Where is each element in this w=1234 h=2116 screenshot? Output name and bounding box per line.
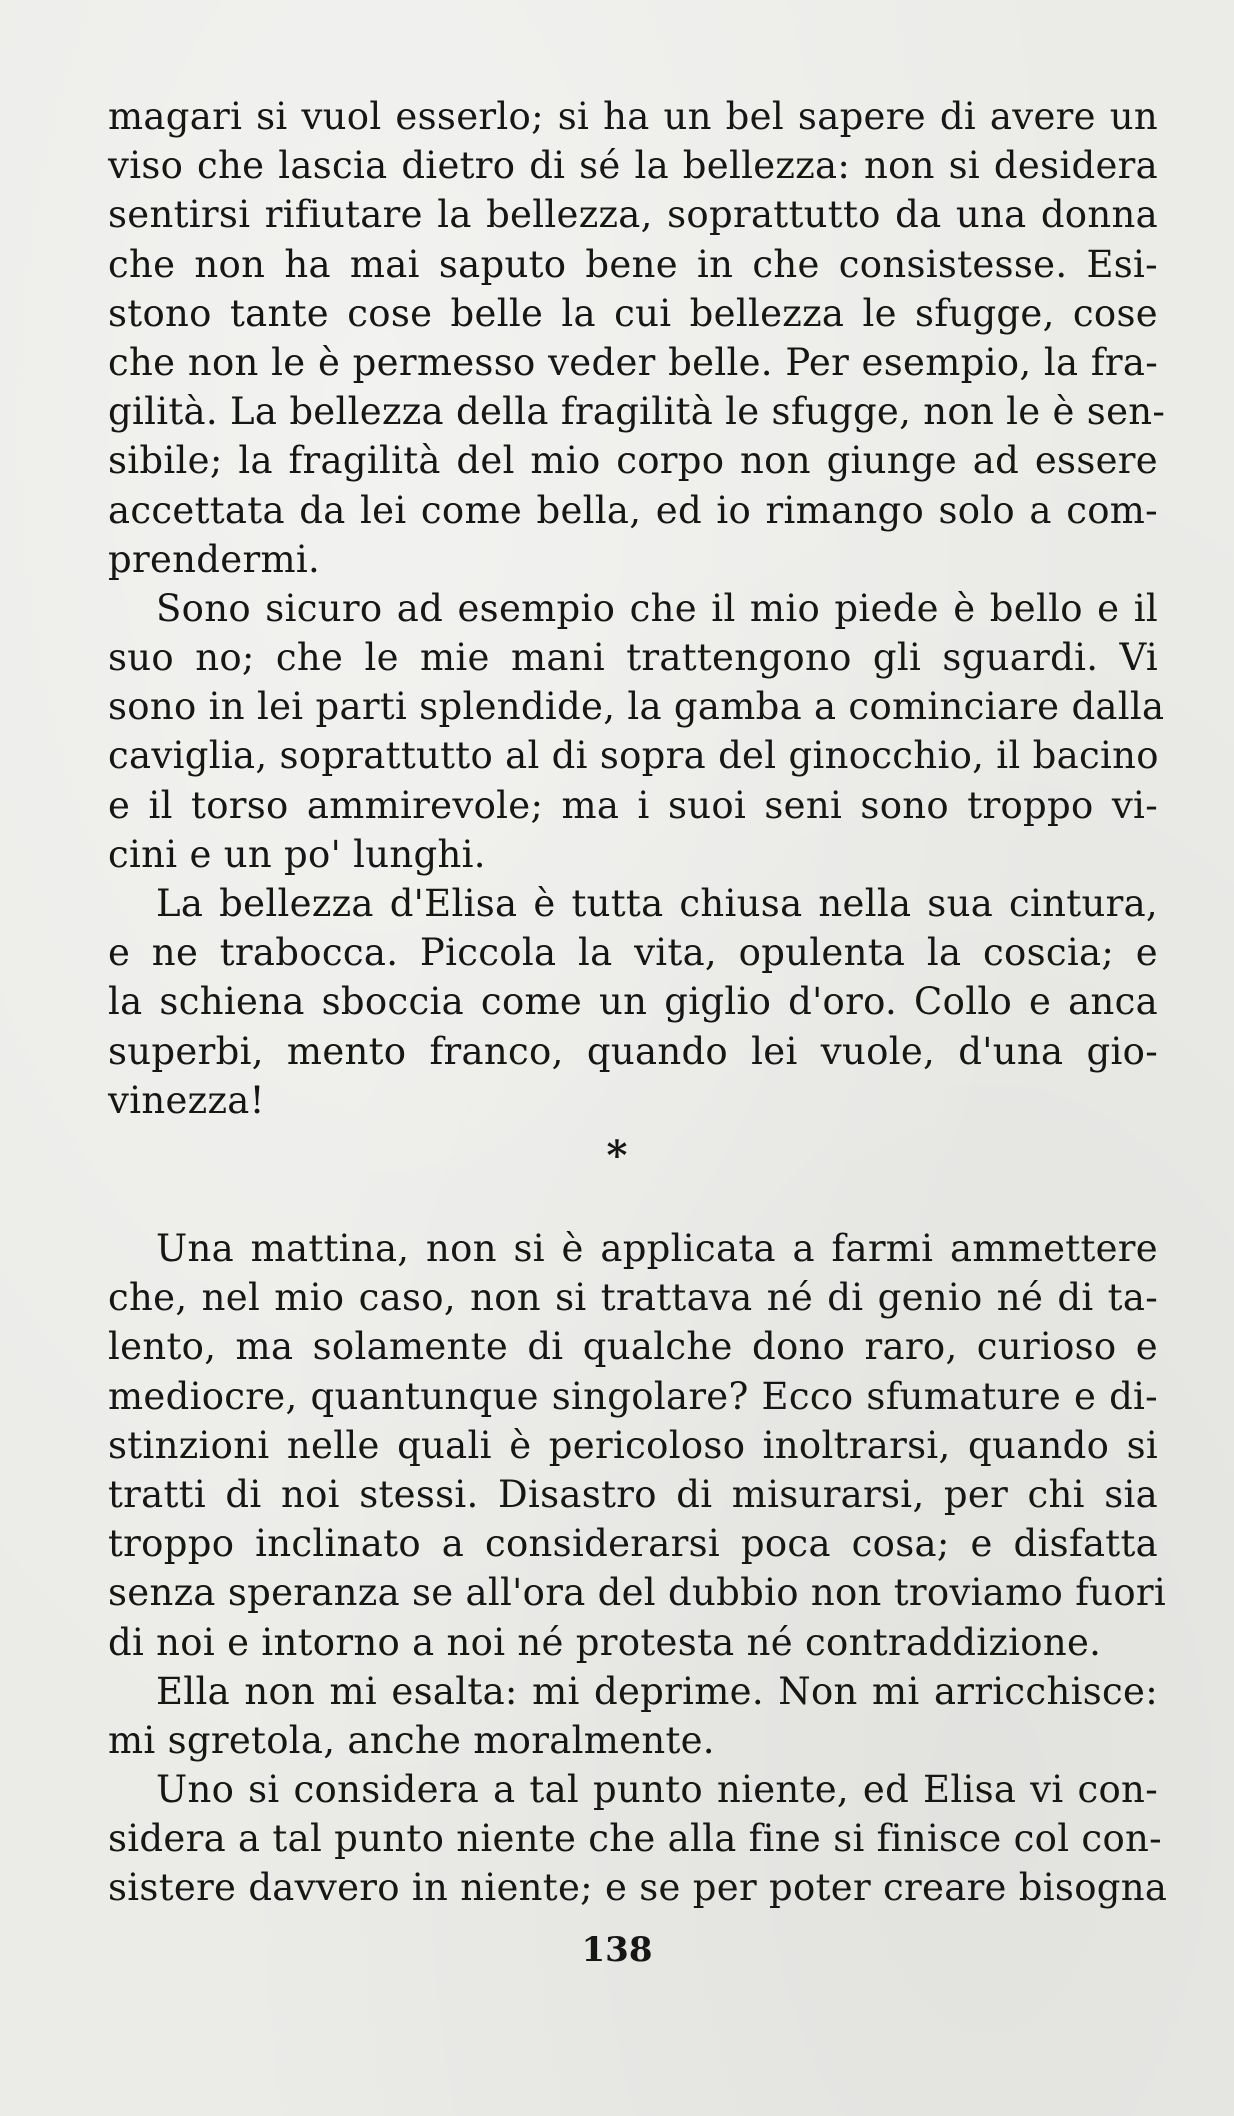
text-line: stinzioni nelle quali è pericoloso inoltrarsi, quando si: [108, 1423, 1158, 1467]
paragraph: [108, 584, 1165, 879]
text-section-before-break: [108, 92, 1166, 1125]
paragraph: [108, 1765, 1168, 1913]
page-number: 138: [581, 1930, 653, 1970]
paragraph: [108, 1667, 1158, 1765]
text-line: sono in lei parti splendide, la gamba a cominciare dalla: [108, 685, 1165, 729]
text-line: suo no; che le mie mani trattengono gli sguardi. Vi: [108, 636, 1158, 680]
text-line: cini e un po' lunghi.: [108, 832, 486, 876]
section-break-asterisk: *: [606, 1132, 628, 1179]
text-line: sibile; la fragilità del mio corpo non giunge ad essere: [108, 439, 1158, 483]
text-line: Sono sicuro ad esempio che il mio piede è bello e il: [156, 586, 1158, 630]
text-line: tratti di noi stessi. Disastro di misurarsi, per chi sia: [108, 1472, 1158, 1516]
text-line: Ella non mi esalta: mi deprime. Non mi arricchisce:: [156, 1669, 1158, 1713]
text-line: sidera a tal punto niente che alla fine si finisce col con-: [108, 1817, 1162, 1861]
text-line: caviglia, soprattutto al di sopra del ginocchio, il bacino: [108, 734, 1159, 778]
text-line: sentirsi rifiutare la bellezza, soprattutto da una donna: [108, 193, 1158, 237]
text-line: accettata da lei come bella, ed io rimango solo a com-: [108, 488, 1158, 532]
text-line: di noi e intorno a noi né protesta né contraddizione.: [108, 1620, 1102, 1664]
text-line: magari si vuol esserlo; si ha un bel sapere di avere un: [108, 95, 1158, 138]
paragraph: [108, 92, 1166, 584]
text-line: e il torso ammirevole; ma i suoi seni sono troppo vi-: [108, 783, 1158, 827]
text-line: che, nel mio caso, non si trattava né di genio né di ta-: [108, 1276, 1158, 1320]
text-line: che non ha mai saputo bene in che consistesse. Esi-: [108, 242, 1158, 286]
text-line: La bellezza d'Elisa è tutta chiusa nella sua cintura,: [156, 882, 1158, 925]
text-line: lento, ma solamente di qualche dono raro, curioso e: [108, 1325, 1158, 1369]
text-line: la schiena sboccia come un giglio d'oro. Collo e anca: [108, 980, 1158, 1024]
text-line: che non le è permesso veder belle. Per esempio, la fra-: [108, 340, 1158, 384]
paragraph: [108, 1224, 1167, 1667]
text-line: Una mattina, non si è applicata a farmi ammettere: [156, 1227, 1158, 1270]
text-line: mediocre, quantunque singolare? Ecco sfumature e di-: [108, 1374, 1158, 1418]
text-line: viso che lascia dietro di sé la bellezza: non si desidera: [108, 144, 1158, 188]
text-line: sistere davvero in niente; e se per poter creare bisogna: [108, 1866, 1168, 1910]
text-section-after-break: [108, 1224, 1168, 1913]
text-line: prendermi.: [108, 537, 321, 581]
paragraph: [108, 879, 1158, 1125]
text-line: Uno si considera a tal punto niente, ed Elisa vi con-: [156, 1768, 1158, 1812]
text-line: stono tante cose belle la cui bellezza le sfugge, cose: [108, 291, 1158, 335]
text-line: gilità. La bellezza della fragilità le sfugge, non le è sen-: [108, 390, 1166, 434]
text-line: vinezza!: [108, 1078, 265, 1122]
text-line: e ne trabocca. Piccola la vita, opulenta la coscia; e: [108, 931, 1158, 975]
text-line: troppo inclinato a considerarsi poca cosa; e disfatta: [108, 1522, 1158, 1566]
text-line: mi sgretola, anche moralmente.: [108, 1718, 715, 1762]
text-line: superbi, mento franco, quando lei vuole, d'una gio-: [108, 1029, 1158, 1073]
text-line: senza speranza se all'ora del dubbio non troviamo fuori: [108, 1571, 1167, 1615]
